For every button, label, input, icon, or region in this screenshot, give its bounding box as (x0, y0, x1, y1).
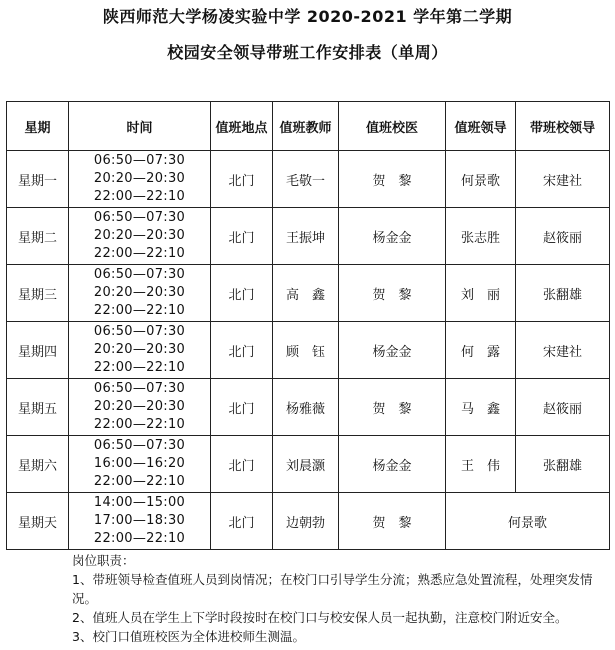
table-row (7, 151, 610, 208)
duties-section (72, 551, 602, 646)
table-row (7, 379, 610, 436)
doctor-cell: 杨金金 (339, 322, 446, 379)
leader-cell: 刘 丽 (446, 265, 516, 322)
leader-cell: 张志胜 (446, 208, 516, 265)
time-slot: 20:20—20:30 (93, 171, 186, 186)
time-cell (69, 436, 211, 493)
header-teacher: 值班教师 (273, 102, 339, 151)
header-doctor: 值班校医 (339, 102, 446, 151)
place-cell: 北门 (211, 436, 273, 493)
day-cell: 星期四 (7, 322, 69, 379)
leader-cell: 何 露 (446, 322, 516, 379)
time-slot: 06:50—07:30 (93, 324, 186, 339)
time-slot: 22:00—22:10 (93, 474, 186, 489)
teacher-cell: 高 鑫 (273, 265, 339, 322)
duty-item: 1、带班领导检查值班人员到岗情况；在校门口引导学生分流；熟悉应急处置流程，处理突发情况。 (72, 572, 593, 606)
header-head-leader: 带班校领导 (516, 102, 610, 151)
day-cell: 星期一 (7, 151, 69, 208)
time-slot: 20:20—20:30 (93, 228, 186, 243)
time-slot: 06:50—07:30 (93, 153, 186, 168)
day-cell: 星期二 (7, 208, 69, 265)
time-slot: 20:20—20:30 (93, 342, 186, 357)
head-leader-cell: 宋建社 (516, 151, 610, 208)
time-slot: 22:00—22:10 (93, 360, 186, 375)
time-slot: 22:00—22:10 (93, 246, 186, 261)
teacher-cell: 毛敬一 (273, 151, 339, 208)
time-cell (69, 322, 211, 379)
teacher-cell: 王振坤 (273, 208, 339, 265)
time-cell (69, 265, 211, 322)
time-cell (69, 151, 211, 208)
time-slot: 06:50—07:30 (93, 438, 186, 453)
doctor-cell: 贺 黎 (339, 151, 446, 208)
day-cell: 星期天 (7, 493, 69, 550)
time-slot: 17:00—18:30 (93, 513, 186, 528)
day-cell: 星期六 (7, 436, 69, 493)
table-row (7, 208, 610, 265)
leader-cell: 何景歌 (446, 151, 516, 208)
doctor-cell: 杨金金 (339, 436, 446, 493)
place-cell: 北门 (211, 265, 273, 322)
duty-item: 3、校门口值班校医为全体进校师生测温。 (72, 629, 305, 644)
doctor-cell: 贺 黎 (339, 379, 446, 436)
leader-cell: 马 鑫 (446, 379, 516, 436)
day-cell: 星期三 (7, 265, 69, 322)
teacher-cell: 刘晨灏 (273, 436, 339, 493)
time-slot: 06:50—07:30 (93, 381, 186, 396)
head-leader-cell: 赵筱丽 (516, 379, 610, 436)
time-slot: 14:00—15:00 (93, 495, 186, 510)
head-leader-cell: 赵筱丽 (516, 208, 610, 265)
time-slot: 22:00—22:10 (93, 303, 186, 318)
table-row (7, 493, 610, 550)
place-cell: 北门 (211, 322, 273, 379)
time-slot: 06:50—07:30 (93, 210, 186, 225)
merged-leader-cell: 何景歌 (446, 493, 610, 550)
time-cell (69, 379, 211, 436)
table-row (7, 265, 610, 322)
duty-schedule-table (6, 101, 610, 550)
place-cell: 北门 (211, 151, 273, 208)
doctor-cell: 杨金金 (339, 208, 446, 265)
header-leader: 值班领导 (446, 102, 516, 151)
duty-item: 2、值班人员在学生上下学时段按时在校门口与校安保人员一起执勤，注意校门附近安全。 (72, 610, 568, 625)
header-place: 值班地点 (211, 102, 273, 151)
table-row (7, 436, 610, 493)
place-cell: 北门 (211, 493, 273, 550)
table-row (7, 322, 610, 379)
duties-heading: 岗位职责： (72, 553, 135, 568)
table-header-row (7, 102, 610, 151)
day-cell: 星期五 (7, 379, 69, 436)
time-cell (69, 208, 211, 265)
time-slot: 22:00—22:10 (93, 189, 186, 204)
leader-cell: 王 伟 (446, 436, 516, 493)
time-slot: 20:20—20:30 (93, 285, 186, 300)
head-leader-cell: 宋建社 (516, 322, 610, 379)
time-slot: 16:00—16:20 (93, 456, 186, 471)
doctor-cell: 贺 黎 (339, 493, 446, 550)
teacher-cell: 边朝勃 (273, 493, 339, 550)
place-cell: 北门 (211, 379, 273, 436)
teacher-cell: 顾 钰 (273, 322, 339, 379)
doctor-cell: 贺 黎 (339, 265, 446, 322)
head-leader-cell: 张翻雄 (516, 265, 610, 322)
document-title: 陕西师范大学杨凌实验中学 2020-2021 学年第二学期 (102, 7, 513, 26)
time-slot: 20:20—20:30 (93, 399, 186, 414)
time-slot: 22:00—22:10 (93, 417, 186, 432)
time-slot: 06:50—07:30 (93, 267, 186, 282)
header-time: 时间 (69, 102, 211, 151)
teacher-cell: 杨雅薇 (273, 379, 339, 436)
header-day: 星期 (7, 102, 69, 151)
time-cell (69, 493, 211, 550)
head-leader-cell: 张翻雄 (516, 436, 610, 493)
place-cell: 北门 (211, 208, 273, 265)
document-subtitle: 校园安全领导带班工作安排表（单周） (167, 43, 448, 62)
time-slot: 22:00—22:10 (93, 531, 186, 546)
